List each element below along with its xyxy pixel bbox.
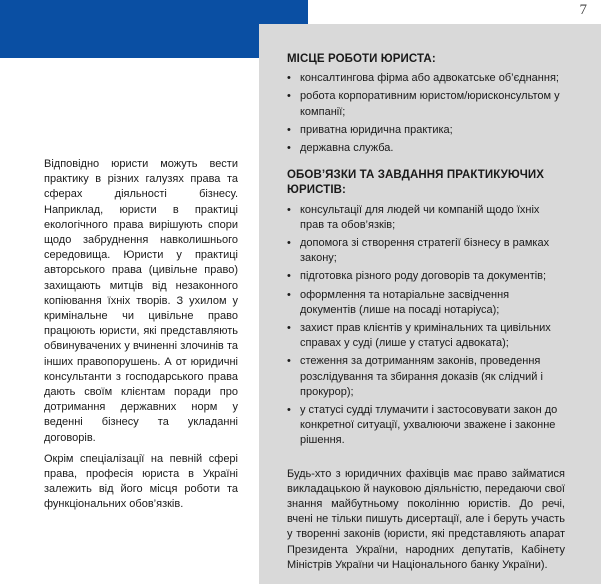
list-item: • робота корпоративним юристом/юрисконсультом у компанії; — [287, 90, 560, 118]
list-item: • консультації для людей чи компаній щодо їхніх прав та обов’язків; — [287, 203, 540, 231]
duties-list — [287, 203, 565, 449]
duties-heading: ОБОВ’ЯЗКИ ТА ЗАВДАННЯ ПРАКТИКУЮЧИХ ЮРИСТІВ: — [287, 169, 545, 197]
bullet-icon: • — [287, 237, 291, 250]
list-item: • підготовка різного роду договорів та документів; — [287, 269, 565, 284]
list-item: • приватна юридична практика; — [287, 123, 565, 138]
list-item: • допомога зі створення стратегії бізнесу в рамках закону; — [287, 237, 550, 265]
left-column-text — [44, 157, 238, 519]
bullet-icon: • — [287, 322, 291, 335]
bullet-icon: • — [287, 288, 291, 301]
list-item: • стеження за дотриманням законів, проведення розслідування та збирання доказів (як слідчий і прокурор); — [287, 355, 543, 398]
body-paragraph: Відповідно юристи можуть вести практику в різних галузях права та сферах діяльності бізнесу. Наприклад, юристи в практиці екологічного права вирішують спори щодо забруднення навколишнього середовища. Юристи у практиці авторського права (цивільне право) захищають митців від незаконного копіювання їхніх творів. З ухилом у кримінальне чи цивільне право працюють юристи, які представляють обвинувачених у вчиненні злочинів та інших правопорушень. А от юридичні консультанти з господарського права дають своїм клієнтам поради про дотримання державних норм у веденні бізнесу та укладанні договорів. — [44, 158, 238, 444]
list-item: • державна служба. — [287, 141, 565, 156]
info-sidebar-panel — [259, 24, 601, 584]
bullet-icon: • — [287, 203, 291, 216]
closing-paragraph: Будь-хто з юридичних фахівців має право займатися викладацькою й науковою діяльністю, передаючи свої знання майбутньому поколінню юристів. До речі, вчені не тільки пишуть дисертації, але і беруть участь у творенні законів (юристи, які представляють апарат Президента України, народних депутатів, Кабінету Міністрів України чи Національного банку України). — [287, 467, 565, 571]
bullet-icon: • — [287, 90, 291, 103]
bullet-icon: • — [287, 355, 291, 368]
bullet-icon: • — [287, 123, 291, 136]
bullet-icon: • — [287, 72, 291, 85]
list-item: • у статусі судді тлумачити і застосовувати закон до конкретної ситуації, ухвалюючи зважене і законне рішення. — [287, 404, 558, 447]
list-item: • консалтингова фірма або адвокатське об’єднання; — [287, 71, 565, 86]
body-paragraph: Окрім спеціалізації на певній сфері права, професія юриста в Україні залежить від його місця роботи та функціональних обов’язків. — [44, 452, 238, 511]
bullet-icon: • — [287, 270, 291, 283]
bullet-icon: • — [287, 142, 291, 155]
list-item: • захист прав клієнтів у кримінальних та цивільних справах у суді (лише у статусі адвоката); — [287, 322, 551, 350]
bullet-icon: • — [287, 404, 291, 417]
list-item: • оформлення та нотаріальне засвідчення документів (лише на посаді нотаріуса); — [287, 288, 510, 316]
page-number: 7 — [579, 2, 587, 18]
workplace-list — [287, 71, 565, 156]
workplace-heading: МІСЦЕ РОБОТИ ЮРИСТА: — [287, 53, 436, 65]
